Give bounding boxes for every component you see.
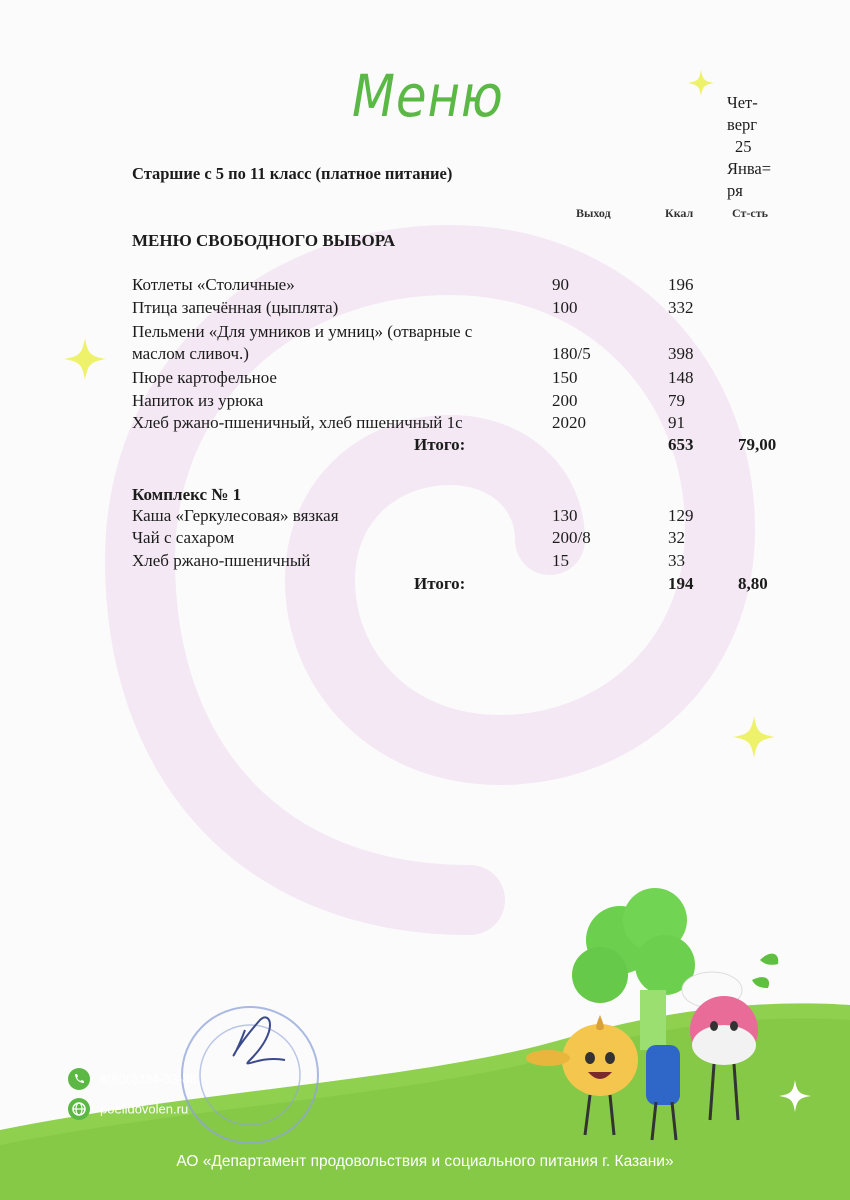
item-yield: 15 <box>552 551 569 570</box>
globe-icon <box>68 1098 90 1120</box>
menu-item-row <box>0 391 850 413</box>
total-kcal: 653 <box>668 435 694 454</box>
item-kcal: 32 <box>668 528 685 547</box>
column-header-yield: Выход <box>576 206 611 220</box>
total-row <box>0 435 850 457</box>
menu-item-row <box>0 298 850 320</box>
signature <box>234 1017 285 1063</box>
item-yield: 2020 <box>552 413 586 432</box>
phone-number: 8(800)234-33-88 <box>100 1071 197 1087</box>
date-line: 25 <box>735 137 752 156</box>
item-yield: 200/8 <box>552 528 591 547</box>
menu-item-row <box>0 413 850 435</box>
date-line: Янва= <box>727 159 772 178</box>
item-name: Пюре картофельное <box>132 368 277 387</box>
item-kcal: 33 <box>668 551 685 570</box>
menu-item-row <box>0 322 850 363</box>
item-kcal: 129 <box>668 506 694 525</box>
menu-item-row <box>0 528 850 550</box>
total-row <box>0 574 850 596</box>
date-block <box>727 92 797 202</box>
item-name: Птица запечённая (цыплята) <box>132 298 339 317</box>
website-link[interactable]: poelidovolen.ru <box>100 1101 189 1117</box>
menu-item-row <box>0 275 850 297</box>
menu-item-row <box>0 551 850 573</box>
item-name: Пельмени «Для умников и умниц» (отварные с <box>132 322 473 341</box>
contact-website <box>68 1098 188 1120</box>
total-label: Итого: <box>414 574 466 593</box>
date-line: Чет- <box>727 93 758 112</box>
total-kcal: 194 <box>668 574 694 593</box>
contact-phone <box>68 1068 197 1090</box>
item-kcal: 398 <box>668 344 694 363</box>
item-yield: 200 <box>552 391 578 410</box>
item-yield: 100 <box>552 298 578 317</box>
item-kcal: 79 <box>668 391 685 410</box>
complex-title: Комплекс № 1 <box>132 485 242 504</box>
total-cost: 79,00 <box>738 435 777 454</box>
sparkle-icon <box>731 714 777 760</box>
item-kcal: 196 <box>668 275 694 294</box>
item-name: Хлеб ржано-пшеничный, хлеб пшеничный 1с <box>132 413 463 432</box>
menu-title: Меню <box>352 62 504 130</box>
item-yield: 150 <box>552 368 578 387</box>
phone-icon <box>68 1068 90 1090</box>
item-yield: 90 <box>552 275 569 294</box>
date-line: верг <box>727 115 758 134</box>
total-label: Итого: <box>414 435 466 454</box>
column-header-kcal: Ккал <box>665 206 694 220</box>
section-title: МЕНЮ СВОБОДНОГО ВЫБОРА <box>132 231 396 250</box>
menu-item-row <box>0 506 850 528</box>
column-header-cost: Ст-сть <box>732 206 768 220</box>
date-line: ря <box>727 181 743 200</box>
item-name: Каша «Геркулесовая» вязкая <box>132 506 339 525</box>
total-cost: 8,80 <box>738 574 768 593</box>
item-kcal: 91 <box>668 413 685 432</box>
organization-name: АО «Департамент продовольствия и социального питания г. Казани» <box>176 1153 674 1170</box>
item-kcal: 332 <box>668 298 694 317</box>
item-name: Напиток из урюка <box>132 391 264 410</box>
item-kcal: 148 <box>668 368 694 387</box>
sparkle-icon <box>686 68 716 98</box>
item-name-continued: маслом сливоч.) <box>132 344 249 363</box>
subtitle: Старшие с 5 по 11 класс (платное питание) <box>132 164 453 183</box>
item-name: Хлеб ржано-пшеничный <box>132 551 311 570</box>
footer-background <box>0 880 850 1200</box>
item-yield: 180/5 <box>552 344 591 363</box>
item-name: Чай с сахаром <box>132 528 235 547</box>
menu-item-row <box>0 368 850 390</box>
item-name: Котлеты «Столичные» <box>132 275 295 294</box>
item-yield: 130 <box>552 506 578 525</box>
